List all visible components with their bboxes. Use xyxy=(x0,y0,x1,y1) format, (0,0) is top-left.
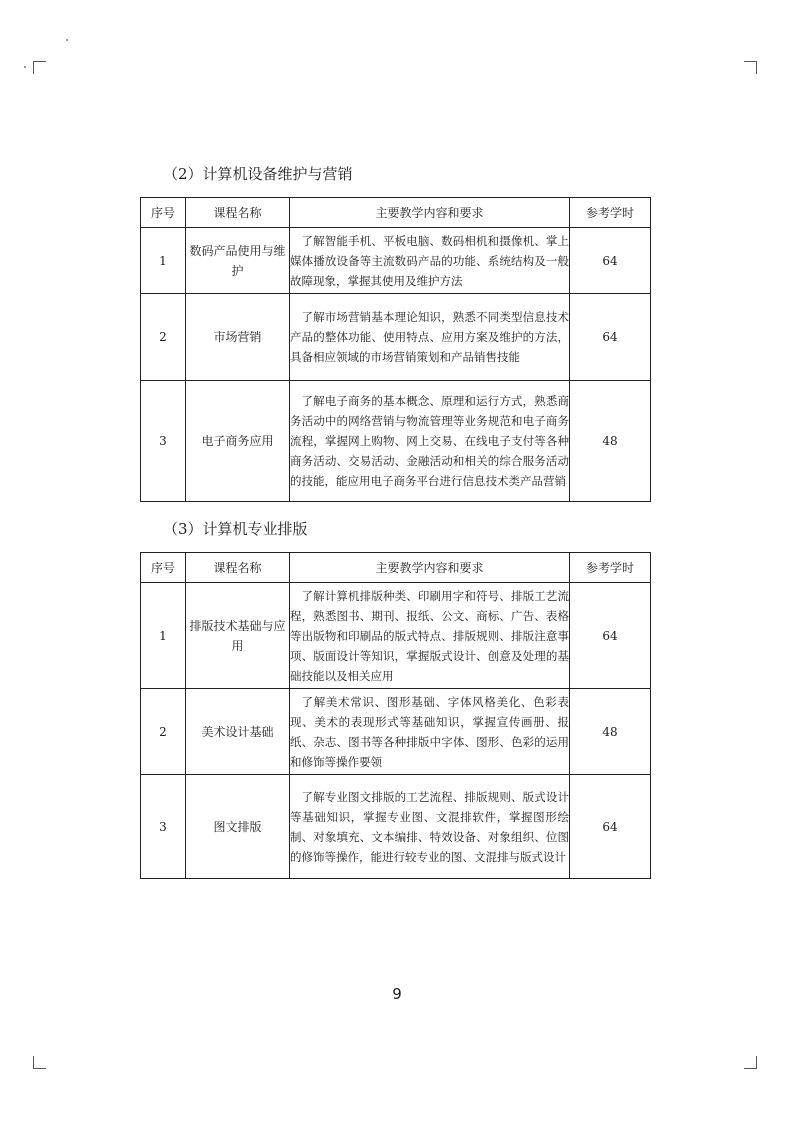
column-header-seq: 序号 xyxy=(141,553,186,583)
cell-content xyxy=(290,294,570,381)
scan-speck xyxy=(24,66,26,68)
column-header-seq: 序号 xyxy=(141,198,186,228)
cell-content xyxy=(290,228,570,294)
table-row xyxy=(141,583,651,689)
content-text: 了解专业图文排版的工艺流程、排版规则、版式设计等基础知识，掌握专业图、文混排软件，掌握图形绘制、对象填充、文本编排、特效设备、对象组织、位图的修饰等操作，能进行较专业的图、文混排与版式设计 xyxy=(290,789,569,864)
page-number: 9 xyxy=(392,985,402,1003)
column-header-course-name: 课程名称 xyxy=(186,553,290,583)
table-row xyxy=(141,689,651,775)
crop-mark-top-left xyxy=(33,61,46,74)
cell-hours: 64 xyxy=(570,228,651,294)
cell-seq: 3 xyxy=(141,775,186,879)
cell-seq: 1 xyxy=(141,228,186,294)
cell-seq: 2 xyxy=(141,689,186,775)
column-header-content: 主要教学内容和要求 xyxy=(290,198,570,228)
cell-seq: 1 xyxy=(141,583,186,689)
course-table-typesetting xyxy=(140,552,651,879)
section-heading-equipment-maintenance: （2）计算机设备维护与营销 xyxy=(163,165,353,183)
content-text: 了解电子商务的基本概念、原理和运行方式，熟悉商务活动中的网络营销与物流管理等业务规范和电子商务流程，掌握网上购物、网上交易、在线电子支付等各种商务活动、交易活动、金融活动和相关的综合服务活动的技能，能应用电子商务平台进行信息技术类产品营销 xyxy=(290,394,569,488)
cell-hours: 48 xyxy=(570,689,651,775)
cell-hours: 64 xyxy=(570,294,651,381)
cell-content xyxy=(290,381,570,502)
cell-content xyxy=(290,689,570,775)
cell-course-name: 图文排版 xyxy=(186,775,290,879)
cell-course-name: 美术设计基础 xyxy=(186,689,290,775)
cell-content xyxy=(290,775,570,879)
cell-seq: 2 xyxy=(141,294,186,381)
scan-speck xyxy=(66,39,68,41)
crop-mark-top-right xyxy=(744,61,757,74)
content-text: 了解智能手机、平板电脑、数码相机和摄像机、掌上媒体播放设备等主流数码产品的功能、系统结构及一般故障现象，掌握其使用及维护方法 xyxy=(290,233,569,288)
cell-content xyxy=(290,583,570,689)
crop-mark-bottom-left xyxy=(33,1056,46,1069)
cell-course-name: 数码产品使用与维护 xyxy=(186,228,290,294)
crop-mark-bottom-right xyxy=(744,1056,757,1069)
cell-course-name: 市场营销 xyxy=(186,294,290,381)
content-text: 了解美术常识、图形基础、字体风格美化、色彩表现、美术的表现形式等基础知识，掌握宣传画册、报纸、杂志、图书等各种排版中字体、图形、色彩的运用和修饰等操作要领 xyxy=(290,694,569,769)
cell-course-name: 排版技术基础与应用 xyxy=(186,583,290,689)
column-header-hours: 参考学时 xyxy=(570,553,651,583)
course-table-equipment-maintenance xyxy=(140,197,651,502)
cell-hours: 48 xyxy=(570,381,651,502)
table-row xyxy=(141,775,651,879)
table-header-row xyxy=(141,553,651,583)
cell-hours: 64 xyxy=(570,583,651,689)
table-row xyxy=(141,381,651,502)
cell-seq: 3 xyxy=(141,381,186,502)
column-header-content: 主要教学内容和要求 xyxy=(290,553,570,583)
column-header-course-name: 课程名称 xyxy=(186,198,290,228)
table-row xyxy=(141,294,651,381)
section-heading-typesetting: （3）计算机专业排版 xyxy=(163,520,308,538)
cell-hours: 64 xyxy=(570,775,651,879)
column-header-hours: 参考学时 xyxy=(570,198,651,228)
cell-course-name: 电子商务应用 xyxy=(186,381,290,502)
content-text: 了解市场营销基本理论知识，熟悉不同类型信息技术产品的整体功能、使用特点、应用方案及维护的方法，具备相应领域的市场营销策划和产品销售技能 xyxy=(290,310,569,364)
content-text: 了解计算机排版种类、印刷用字和符号、排版工艺流程，熟悉图书、期刊、报纸、公文、商标、广告、表格等出版物和印刷品的版式特点、排版规则、排版注意事项、版面设计等知识，掌握版式设计、创意及处理的基础技能以及相关应用 xyxy=(290,588,569,683)
table-row xyxy=(141,228,651,294)
table-header-row xyxy=(141,198,651,228)
